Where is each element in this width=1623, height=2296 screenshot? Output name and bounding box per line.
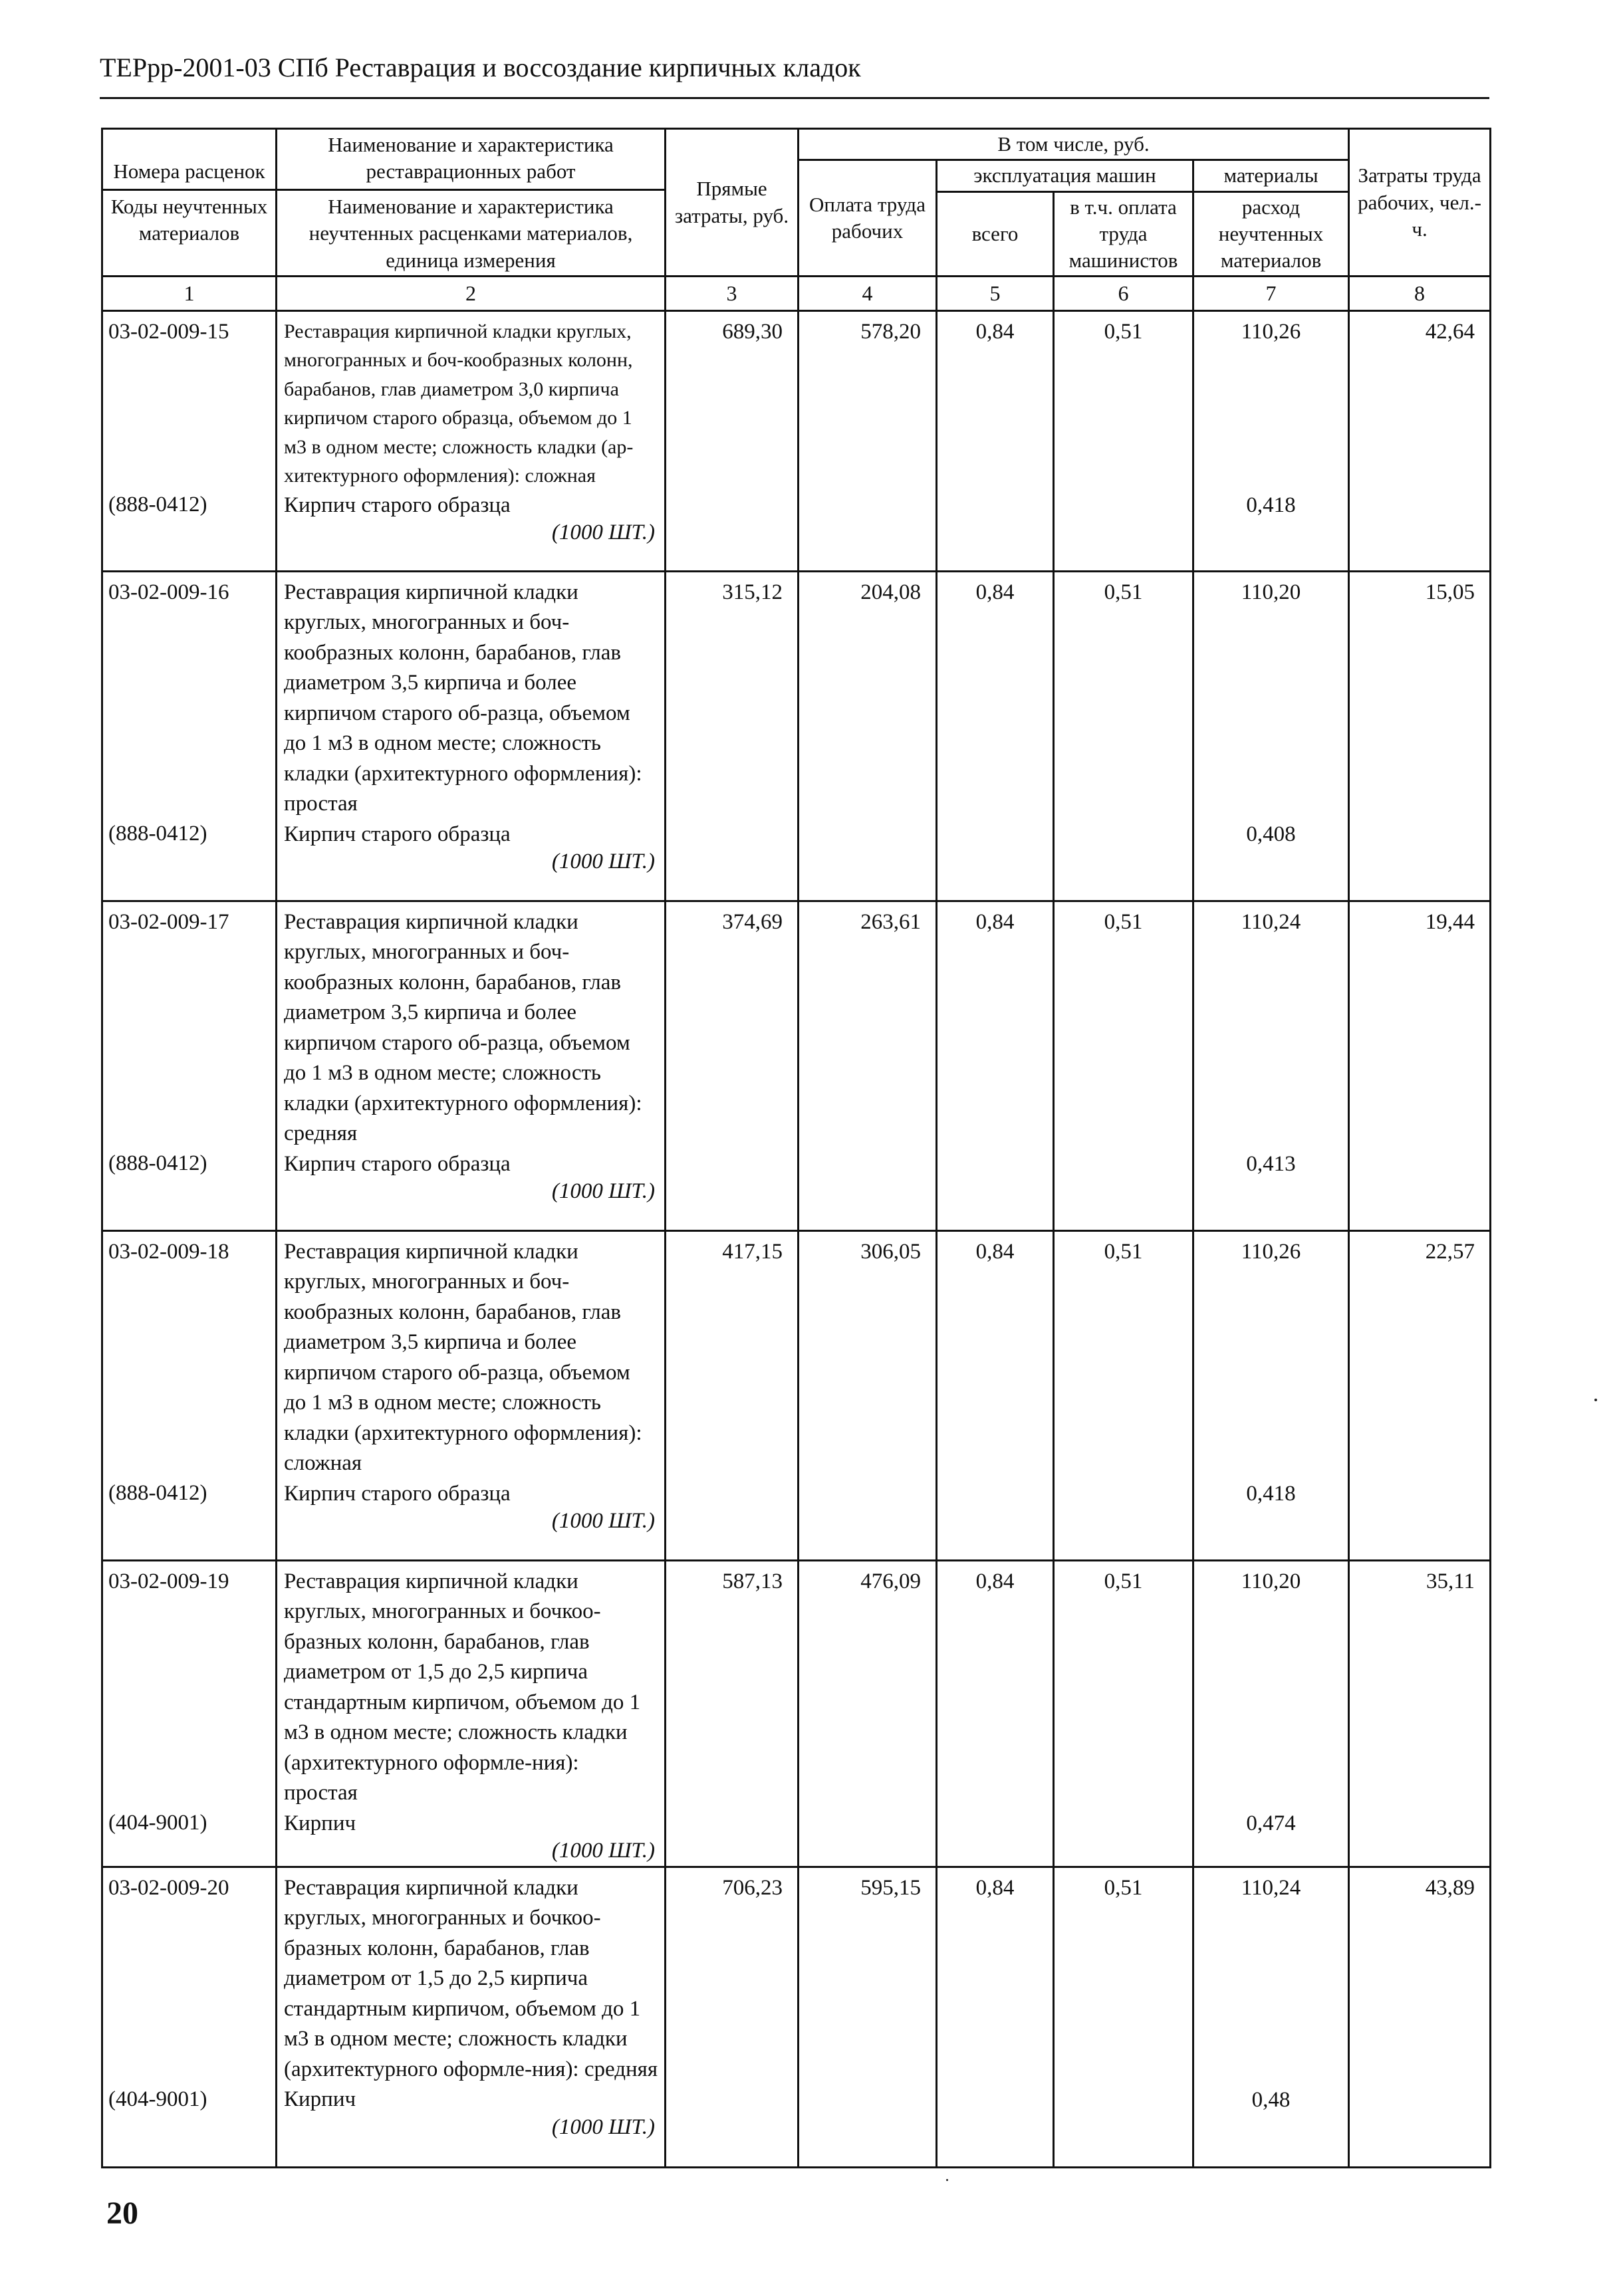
header-materials: материалы — [1193, 160, 1349, 191]
labor-pay-value: 476,09 — [799, 1560, 937, 1867]
machines-total-value: 0,84 — [937, 310, 1054, 571]
material-code: (404-9001) — [108, 1811, 207, 1835]
labor-hours-value: 19,44 — [1349, 901, 1491, 1230]
material-unit: (1000 ШТ.) — [551, 1179, 655, 1204]
material-name: Кирпич старого образца — [284, 822, 511, 846]
material-name: Кирпич старого образца — [284, 493, 511, 517]
material-quantity: 0,408 — [1246, 822, 1296, 846]
labor-hours-value: 35,11 — [1349, 1560, 1491, 1867]
machines-total-value: 0,84 — [937, 1230, 1054, 1560]
machinist-pay-value: 0,51 — [1054, 310, 1193, 571]
direct-costs-value: 689,30 — [666, 310, 799, 571]
header-machines: эксплуатация машин — [937, 160, 1193, 191]
description-cell — [277, 571, 666, 901]
machines-total-value: 0,84 — [937, 571, 1054, 901]
labor-hours-value: 42,64 — [1349, 310, 1491, 571]
rate-code-cell — [102, 571, 277, 901]
column-number: 5 — [937, 277, 1054, 310]
material-unit: (1000 ШТ.) — [551, 1509, 655, 1534]
rate-code: 03-02-009-17 — [108, 909, 229, 934]
header-material-name: Наименование и характеристика неучтенных расценками материалов, единица измерения — [277, 189, 664, 274]
header-including: В том числе, руб. — [799, 129, 1349, 160]
direct-costs-value: 417,15 — [666, 1230, 799, 1560]
material-quantity: 0,413 — [1246, 1151, 1296, 1176]
material-code: (888-0412) — [108, 493, 207, 517]
column-number: 6 — [1054, 277, 1193, 310]
column-numbers-row — [102, 277, 1491, 310]
materials-value: 110,20 — [1241, 580, 1301, 604]
column-number: 7 — [1193, 277, 1349, 310]
material-unit: (1000 ШТ.) — [551, 1839, 655, 1863]
machines-total-value: 0,84 — [937, 901, 1054, 1230]
column-number: 3 — [666, 277, 799, 310]
materials-value: 110,26 — [1241, 319, 1301, 344]
labor-pay-value: 306,05 — [799, 1230, 937, 1560]
material-quantity: 0,418 — [1246, 493, 1296, 517]
material-code: (888-0412) — [108, 822, 207, 846]
work-description: Реставрация кирпичной кладки круглых, многогранных и боч-кообразных колонн, барабанов, глав диаметром 3,5 кирпича и более кирпичом старого об-разца, объемом до 1 м3 в одном месте; сложность кладки (архитектурного оформления): простая — [284, 580, 642, 816]
machinist-pay-value: 0,51 — [1054, 571, 1193, 901]
material-quantity: 0,474 — [1246, 1811, 1296, 1835]
direct-costs-value: 315,12 — [666, 571, 799, 901]
table-row — [102, 571, 1491, 901]
table-row — [102, 310, 1491, 571]
description-cell — [277, 1867, 666, 2167]
labor-hours-value: 22,57 — [1349, 1230, 1491, 1560]
direct-costs-value: 706,23 — [666, 1867, 799, 2167]
material-quantity: 0,48 — [1251, 2087, 1291, 2112]
materials-cell — [1193, 1230, 1349, 1560]
header-work-name: Наименование и характеристика реставрационных работ — [328, 132, 614, 183]
column-number: 2 — [277, 277, 666, 310]
page-number: 20 — [106, 2196, 138, 2231]
material-unit: (1000 ШТ.) — [551, 2115, 655, 2139]
materials-value: 110,24 — [1241, 909, 1301, 934]
material-name: Кирпич — [284, 1811, 356, 1835]
rate-code-cell — [102, 1230, 277, 1560]
materials-cell — [1193, 901, 1349, 1230]
rate-code: 03-02-009-20 — [108, 1875, 229, 1900]
labor-pay-value: 595,15 — [799, 1867, 937, 2167]
labor-pay-value: 578,20 — [799, 310, 937, 571]
header-material-codes: Коды неучтенных материалов — [103, 189, 275, 247]
material-code: (888-0412) — [108, 1481, 207, 1506]
labor-pay-value: 263,61 — [799, 901, 937, 1230]
header-names — [277, 129, 666, 277]
machinist-pay-value: 0,51 — [1054, 1560, 1193, 1867]
material-quantity: 0,418 — [1246, 1481, 1296, 1506]
rate-code-cell — [102, 310, 277, 571]
material-code: (404-9001) — [108, 2087, 207, 2112]
column-number: 8 — [1349, 277, 1491, 310]
material-name: Кирпич старого образца — [284, 1481, 511, 1506]
rates-table — [101, 128, 1491, 2168]
header-rule — [100, 97, 1489, 99]
rate-code: 03-02-009-15 — [108, 319, 229, 344]
description-cell — [277, 1230, 666, 1560]
page-header-title: ТЕРрр-2001-03 СПб Реставрация и воссоздание кирпичных кладок — [100, 53, 861, 82]
work-description: Реставрация кирпичной кладки круглых, многогранных и боч-кообразных колонн, барабанов, глав диаметром 3,5 кирпича и более кирпичом старого об-разца, объемом до 1 м3 в одном месте; сложность кладки (архитектурного оформления): сложная — [284, 1239, 642, 1476]
table-row — [102, 1230, 1491, 1560]
material-unit: (1000 ШТ.) — [551, 520, 655, 545]
work-description: Реставрация кирпичной кладки круглых, многогранных и бочкоо-бразных колонн, барабанов, глав диаметром от 1,5 до 2,5 кирпича стандартным кирпичом, объемом до 1 м3 в одном месте; сложность кладки (архитектурного оформле-ния): средняя — [284, 1875, 658, 2081]
materials-value: 110,26 — [1241, 1239, 1301, 1264]
machines-total-value: 0,84 — [937, 1560, 1054, 1867]
machinist-pay-value: 0,51 — [1054, 1867, 1193, 2167]
rate-entries — [102, 310, 1491, 2167]
header-codes — [102, 129, 277, 277]
description-cell — [277, 901, 666, 1230]
material-unit: (1000 ШТ.) — [551, 850, 655, 874]
header-rate-numbers: Номера расценок — [113, 159, 265, 183]
scan-speck — [1594, 1399, 1597, 1401]
rate-code: 03-02-009-19 — [108, 1569, 229, 1593]
materials-cell — [1193, 1867, 1349, 2167]
materials-value: 110,20 — [1241, 1569, 1301, 1593]
direct-costs-value: 374,69 — [666, 901, 799, 1230]
rate-code-cell — [102, 1560, 277, 1867]
machines-total-value: 0,84 — [937, 1867, 1054, 2167]
labor-hours-value: 43,89 — [1349, 1867, 1491, 2167]
work-description: Реставрация кирпичной кладки круглых, многогранных и бочкоо-бразных колонн, барабанов, глав диаметром от 1,5 до 2,5 кирпича стандартным кирпичом, объемом до 1 м3 в одном месте; сложность кладки (архитектурного оформле-ния): простая — [284, 1569, 641, 1805]
scan-speck — [946, 2179, 948, 2181]
description-cell — [277, 310, 666, 571]
materials-cell — [1193, 1560, 1349, 1867]
header-machinist-pay: в т.ч. оплата труда машинистов — [1054, 191, 1193, 277]
work-description: Реставрация кирпичной кладки круглых, многогранных и боч-кообразных колонн, барабанов, глав диаметром 3,0 кирпича кирпичом старого образца, объемом до 1 м3 в одном месте; сложность кладки (ар-хитектурного оформления): сложная — [284, 320, 634, 487]
materials-value: 110,24 — [1241, 1875, 1301, 1900]
header-labor-pay: Оплата труда рабочих — [799, 160, 937, 277]
rate-code: 03-02-009-16 — [108, 580, 229, 604]
rate-code-cell — [102, 901, 277, 1230]
material-name: Кирпич — [284, 2087, 356, 2112]
rate-code-cell — [102, 1867, 277, 2167]
description-cell — [277, 1560, 666, 1867]
column-number: 4 — [799, 277, 937, 310]
material-code: (888-0412) — [108, 1151, 207, 1176]
work-description: Реставрация кирпичной кладки круглых, многогранных и боч-кообразных колонн, барабанов, глав диаметром 3,5 кирпича и более кирпичом старого об-разца, объемом до 1 м3 в одном месте; сложность кладки (архитектурного оформления): средняя — [284, 909, 642, 1146]
machinist-pay-value: 0,51 — [1054, 901, 1193, 1230]
material-name: Кирпич старого образца — [284, 1151, 511, 1176]
header-direct-costs: Прямые затраты, руб. — [666, 129, 799, 277]
table-row — [102, 901, 1491, 1230]
column-number: 1 — [102, 277, 277, 310]
materials-cell — [1193, 310, 1349, 571]
labor-hours-value: 15,05 — [1349, 571, 1491, 901]
rate-code: 03-02-009-18 — [108, 1239, 229, 1264]
labor-pay-value: 204,08 — [799, 571, 937, 901]
materials-cell — [1193, 571, 1349, 901]
header-unaccounted-materials: расход неучтенных материалов — [1193, 191, 1349, 277]
table-row — [102, 1867, 1491, 2167]
header-machines-total: всего — [937, 191, 1054, 277]
machinist-pay-value: 0,51 — [1054, 1230, 1193, 1560]
table-header-row-1 — [102, 129, 1491, 160]
header-labor-hours: Затраты труда рабочих, чел.-ч. — [1349, 129, 1491, 277]
table-row — [102, 1560, 1491, 1867]
direct-costs-value: 587,13 — [666, 1560, 799, 1867]
